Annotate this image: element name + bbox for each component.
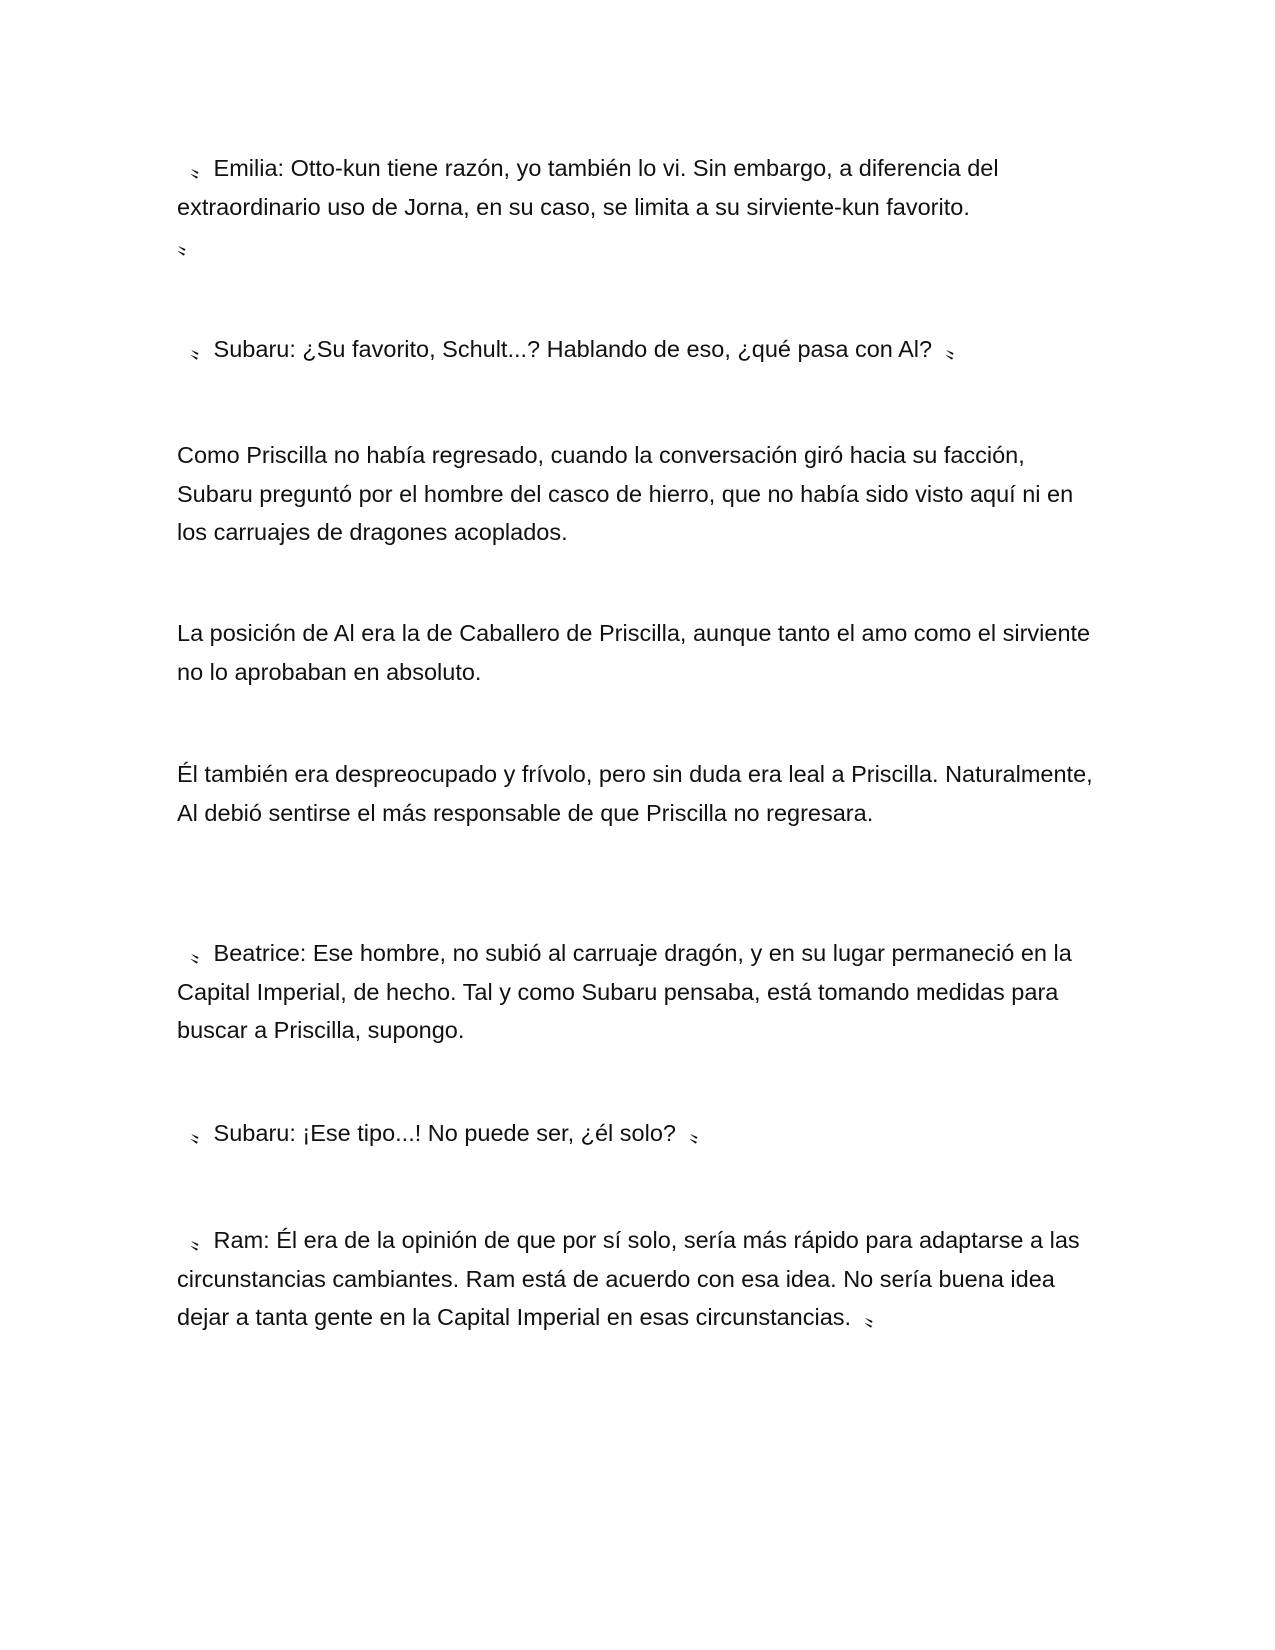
paragraph-subaru-question: 〟Subaru: ¿Su favorito, Schult...? Hablando de eso, ¿qué pasa con Al? 〟	[177, 336, 969, 362]
paragraph-subaru-exclamation: 〟Subaru: ¡Ese tipo...! No puede ser, ¿él solo? 〟	[177, 1120, 713, 1146]
paragraph-narration-al-loyalty: Él también era despreocupado y frívolo, pero sin duda era leal a Priscilla. Naturalmente, Al debió sentirse el más responsable de que Priscilla no regresara.	[177, 761, 1098, 826]
paragraph-ram-dialogue: 〟Ram: Él era de la opinión de que por sí solo, sería más rápido para adaptarse a las circunstancias cambiantes. Ram está de acuerdo con esa idea. No sería buena idea dejar a tanta gente en la Capital Imperial en esas circunstancias. 〟	[177, 1227, 1087, 1330]
paragraph-emilia-dialogue: 〟Emilia: Otto-kun tiene razón, yo también lo vi. Sin embargo, a diferencia del extraordinario uso de Jorna, en su caso, se limita a su sirviente-kun favorito. 〟	[177, 155, 999, 258]
paragraph-narration-priscilla: Como Priscilla no había regresado, cuando la conversación giró hacia su facción, Subaru preguntó por el hombre del casco de hierro, que no había sido visto aquí ni en los carruajes de dragones acoplados.	[177, 442, 1080, 545]
paragraph-beatrice-dialogue: 〟Beatrice: Ese hombre, no subió al carruaje dragón, y en su lugar permaneció en la Capital Imperial, de hecho. Tal y como Subaru pensaba, está tomando medidas para buscar a Priscilla, supongo.	[177, 940, 1079, 1043]
paragraph-narration-al-position: La posición de Al era la de Caballero de Priscilla, aunque tanto el amo como el sirviente no lo aprobaban en absoluto.	[177, 620, 1097, 685]
